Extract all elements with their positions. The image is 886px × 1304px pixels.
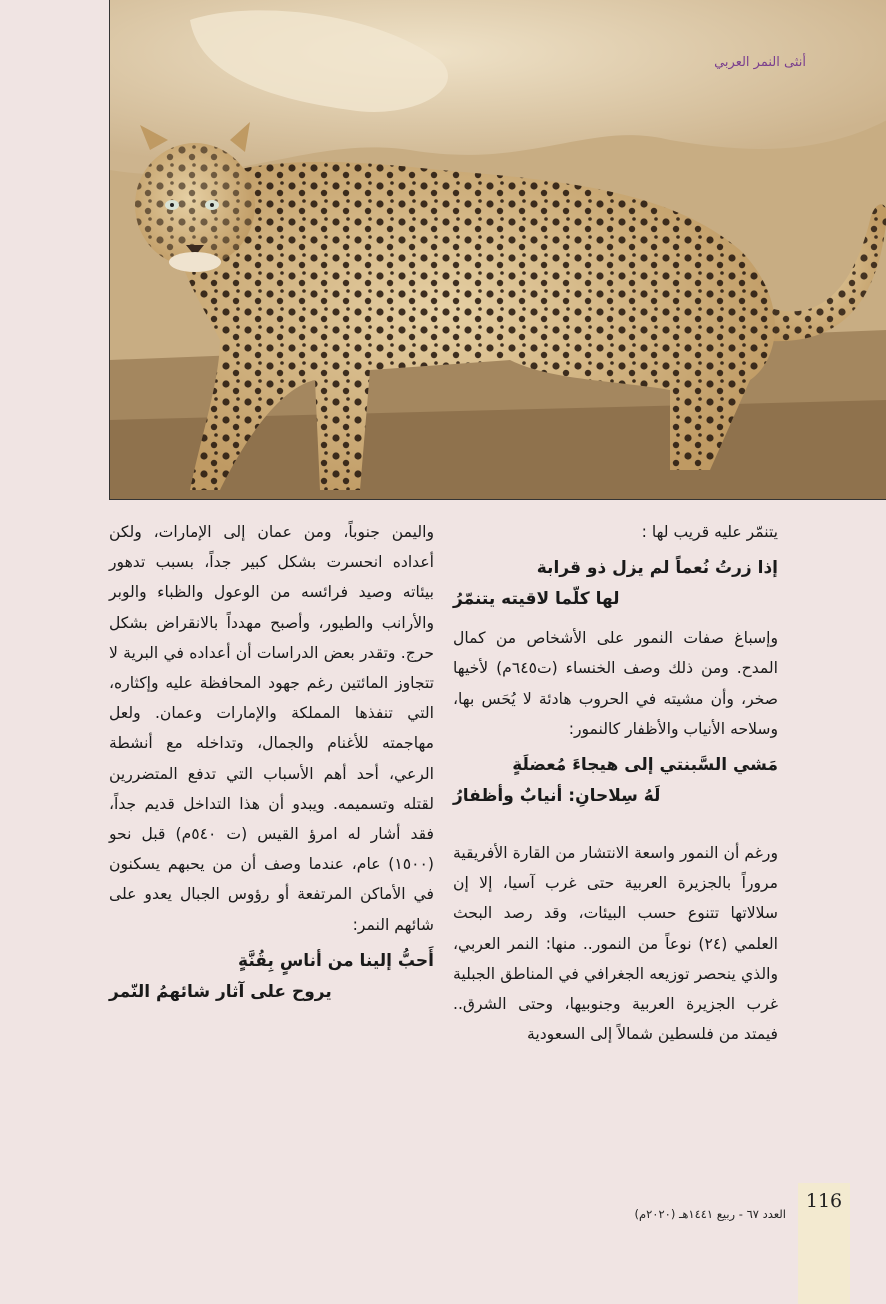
verse-3-line-2: يروح على آثار شائهمُ النّمر <box>109 981 332 1002</box>
verse-2-line-1: مَشي السَّبنتي إلى هيجاءَ مُعضلَةٍ <box>512 755 778 776</box>
leopard-photo <box>109 0 886 500</box>
arabian-leopard-illustration <box>110 0 886 499</box>
right-text-column <box>453 517 778 1049</box>
poem-verse-1 <box>453 553 778 615</box>
paragraph-khansa: وإسباغ صفات النمور على الأشخاص من كمال المدح. ومن ذلك وصف الخنساء (ت٦٤٥م) لأخيها صخر، وأن مشيته في الحروب هادئة لا يُحَس بها، وسلاحه الأنياب والأظفار كالنمور: <box>453 629 778 738</box>
verse-2-line-2: لَهُ سِلاحانِ: أنيابٌ وأظفارُ <box>453 786 661 807</box>
photo-caption: أنثى النمر العربي <box>714 55 806 70</box>
poem-verse-2 <box>453 750 778 812</box>
intro-line: يتنمّر عليه قريب لها : <box>641 523 778 541</box>
poem-verse-3 <box>109 946 434 1008</box>
page-number: 116 <box>805 1190 843 1212</box>
verse-1-line-1: إذا زرتُ نُعماً لم يزل ذو قرابة <box>536 558 778 579</box>
paragraph-threats: واليمن جنوباً، ومن عمان إلى الإمارات، ولكن أعداده انحسرت بشكل كبير جداً، بسبب تدهور بيئاته وصيد فرائسه من الوعول والظباء والوبر والأرانب والطيور، وأصبح مهدداً بالانقراض بشكل حرج. وتقدر بعض الدراسات أن أعداده في البرية لا تتجاوز المائتين رغم جهود المحافظة عليه وإكثاره، التي تنفذها المملكة والإمارات وعمان. ولعل مهاجمته للأغنام والجمال، وتداخله مع أنشطة الرعي، أحد أهم الأسباب التي تدفع المتضررين لقتله وتسميمه. ويبدو أن هذا التداخل قديم جداً، فقد أشار له امرؤ القيس (ت ٥٤٠م) قبل نحو (١٥٠٠) عام، عندما وصف أن من يحبهم يسكنون في الأماكن المرتفعة أو رؤوس الجبال يعدو على شائهم النمر: <box>109 523 434 934</box>
issue-info: العدد ٦٧ - ربيع ١٤٤١هـ (٢٠٢٠م) <box>634 1207 786 1221</box>
paragraph-distribution: ورغم أن النمور واسعة الانتشار من القارة الأفريقية مروراً بالجزيرة العربية حتى غرب آسيا، إلا إن سلالاتها تتنوع حسب البيئات، وقد رصد البحث العلمي (٢٤) نوعاً من النمور.. منها: النمر العربي، والذي ينحصر توزيعه الجغرافي في المناطق الجبلية غرب الجزيرة العربية وجنوبيها، وحتى الشرق.. فيمتد من فلسطين شمالاً إلى السعودية <box>453 844 778 1044</box>
verse-1-line-2: لها كلّما لاقيته يتنمّرُ <box>453 589 620 610</box>
verse-3-line-1: أَحبُّ إلينا من أناسٍ بِقُنَّةٍ <box>238 950 434 971</box>
left-text-column <box>109 517 434 1016</box>
